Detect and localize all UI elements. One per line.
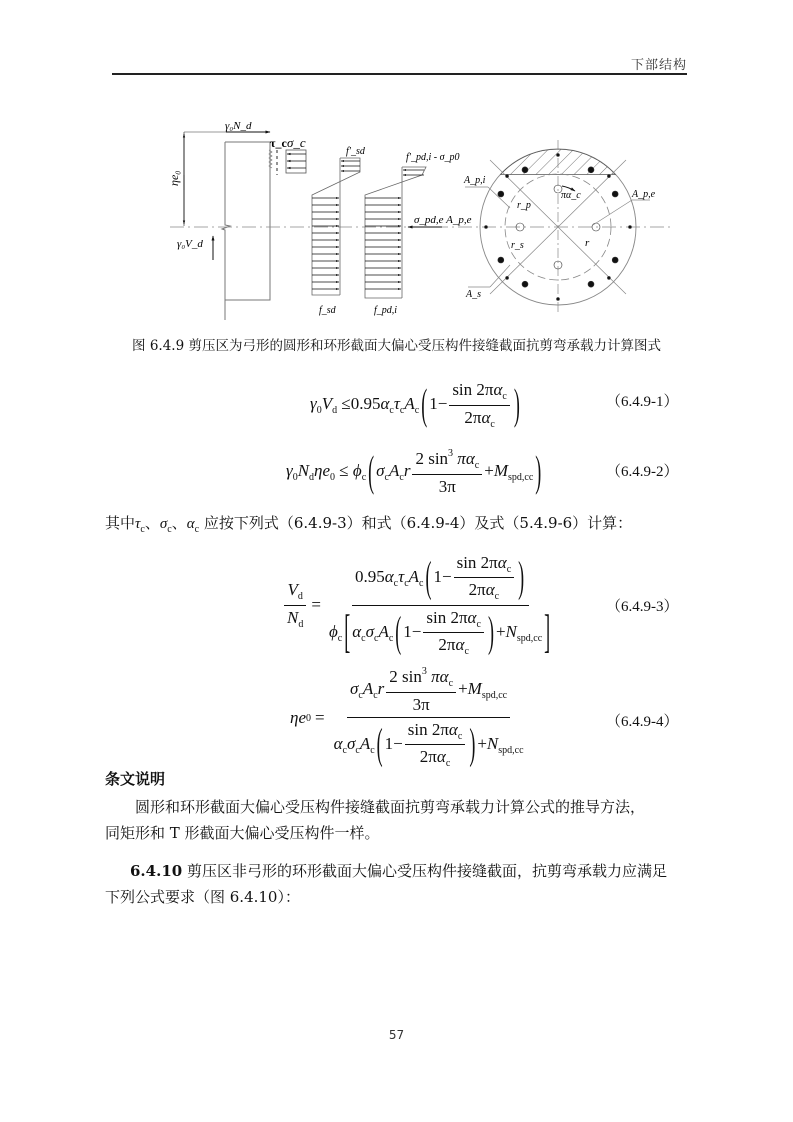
label-pi-alpha-c: πα_c	[561, 190, 581, 201]
clause-6-4-10-continued: 下列公式要求（图 6.4.10）：	[105, 888, 300, 906]
running-header: 下部结构	[630, 58, 687, 73]
label-A-pe: A_p,e	[632, 189, 656, 200]
figure-caption: 图 6.4.9 剪压区为弓形的圆形和环形截面大偏心受压构件接缝截面抗剪弯承载力计算图式	[132, 338, 661, 354]
figure-6-4-9	[167, 120, 670, 325]
rebar-dot	[588, 167, 594, 173]
small-rebar-dot	[629, 226, 632, 229]
label-f-sd-prime: f′_sd	[346, 146, 365, 157]
rebar-dot	[498, 191, 504, 197]
equation-6-4-9-2: $\gamma_0N_d\eta e_0 \le \phi_c$ ( $\sigma_cA_cr$ $\frac{2 \sin^3 \pi\alpha_c}{3\pi}$ $+M_{spd,cc}$ ) （6.4.9-2）	[286, 446, 679, 496]
label-A-s: A_s	[466, 289, 481, 300]
commentary-line-1: 圆形和环形截面大偏心受压构件接缝截面抗剪弯承载力计算公式的推导方法，	[135, 798, 646, 816]
label-eta-e0: ηe₀	[167, 170, 181, 186]
small-rebar-dot	[557, 154, 560, 157]
where-clause: 其中$\tau_c$、$\sigma_c$、$\alpha_c$ 应按下列式（6.4.9-3）和式（6.4.9-4）及式（5.4.9-6）计算：	[105, 514, 633, 535]
equation-6-4-9-1: $\gamma_0V_d \le 0.95\alpha_c\tau_cA_c$ ( 1− $\frac{\sin 2\pi\alpha_c}{2\pi\alpha_c}$ ) （6.4.9-1）	[310, 379, 679, 430]
small-rebar-dot	[506, 175, 509, 178]
rebar-dot	[588, 281, 594, 287]
label-gamma0-Nd: γ₀N_d	[225, 120, 252, 132]
rebar-dot	[612, 191, 618, 197]
shear-zigzag	[269, 150, 272, 168]
equation-number: （6.4.9-3）	[606, 599, 679, 615]
page-number: 57	[388, 1028, 405, 1042]
label-tau-c: τ_c	[270, 136, 287, 150]
rebar-dot	[522, 281, 528, 287]
header-rule	[112, 73, 687, 75]
small-rebar-dot	[607, 175, 610, 178]
rebar-dot	[612, 257, 618, 263]
concrete-stress-block	[286, 150, 306, 173]
label-f-pd-i: f_pd,i	[374, 305, 398, 316]
member-outline	[225, 142, 270, 300]
clause-6-4-10: 6.4.10 剪压区非弓形的环形截面大偏心受压构件接缝截面，抗剪弯承载力应满足	[130, 862, 667, 880]
commentary-heading: 条文说明	[105, 770, 166, 788]
rebar-dot	[498, 257, 504, 263]
commentary-line-2: 同矩形和 T 形截面大偏心受压构件一样。	[105, 824, 380, 842]
clause-number: 6.4.10	[130, 862, 183, 880]
small-rebar-dot	[485, 226, 488, 229]
label-A-pi: A_p,i	[464, 175, 486, 186]
small-rebar-dot	[557, 298, 560, 301]
equation-number: （6.4.9-2）	[606, 464, 679, 480]
circular-cross-section	[465, 140, 650, 315]
label-sigma-c: σ_c	[287, 135, 306, 150]
equation-number: （6.4.9-4）	[606, 714, 679, 730]
label-f-sd: f_sd	[319, 305, 336, 316]
small-rebar-dot	[607, 276, 610, 279]
prestress-distribution	[365, 167, 426, 298]
label-r-p: r_p	[517, 200, 531, 211]
label-r-s: r_s	[511, 240, 524, 251]
equation-number: （6.4.9-1）	[606, 394, 679, 410]
member-elevation	[184, 132, 277, 320]
rebar-dot	[522, 167, 528, 173]
label-sigma-pd-A-pe: σ_pd,e A_p,e	[414, 214, 472, 226]
equation-6-4-9-4: η e 0 = $\sigma_cA_cr$ $\frac{2 \sin^3 \pi\alpha_c}{3\pi}$ $+M_{spd,cc}$ $\alpha_c\sigma_cA_c$ ( 1− $\frac{\sin 2\pi\alpha_c}{2\pi\alpha_c}$ ) $+N_{spd,cc}$ （6.4.9-4）	[290, 666, 679, 770]
label-r: r	[585, 237, 590, 249]
label-f-pd-minus-sigma-p0: f′_pd,i - σ_p0	[406, 152, 460, 163]
small-rebar-dot	[506, 276, 509, 279]
label-gamma0-Vd: γ₀V_d	[177, 238, 203, 250]
steel-stress-distribution	[312, 158, 360, 295]
joint-break-line	[222, 142, 230, 320]
equation-6-4-9-3: $\frac{V_d}{N_d}$ = $0.95\alpha_c\tau_cA_c$ ( 1− $\frac{\sin 2\pi\alpha_c}{2\pi\alpha_c}$ ) $\phi_c$ [ $\alpha_c\sigma_cA_c$ ( 1− $\frac{\sin 2\pi\alpha_c}{2\pi\alpha_c}$ ) $+N_{spd,cc}$ ] （6.4.9-3）	[0, 555, 793, 655]
